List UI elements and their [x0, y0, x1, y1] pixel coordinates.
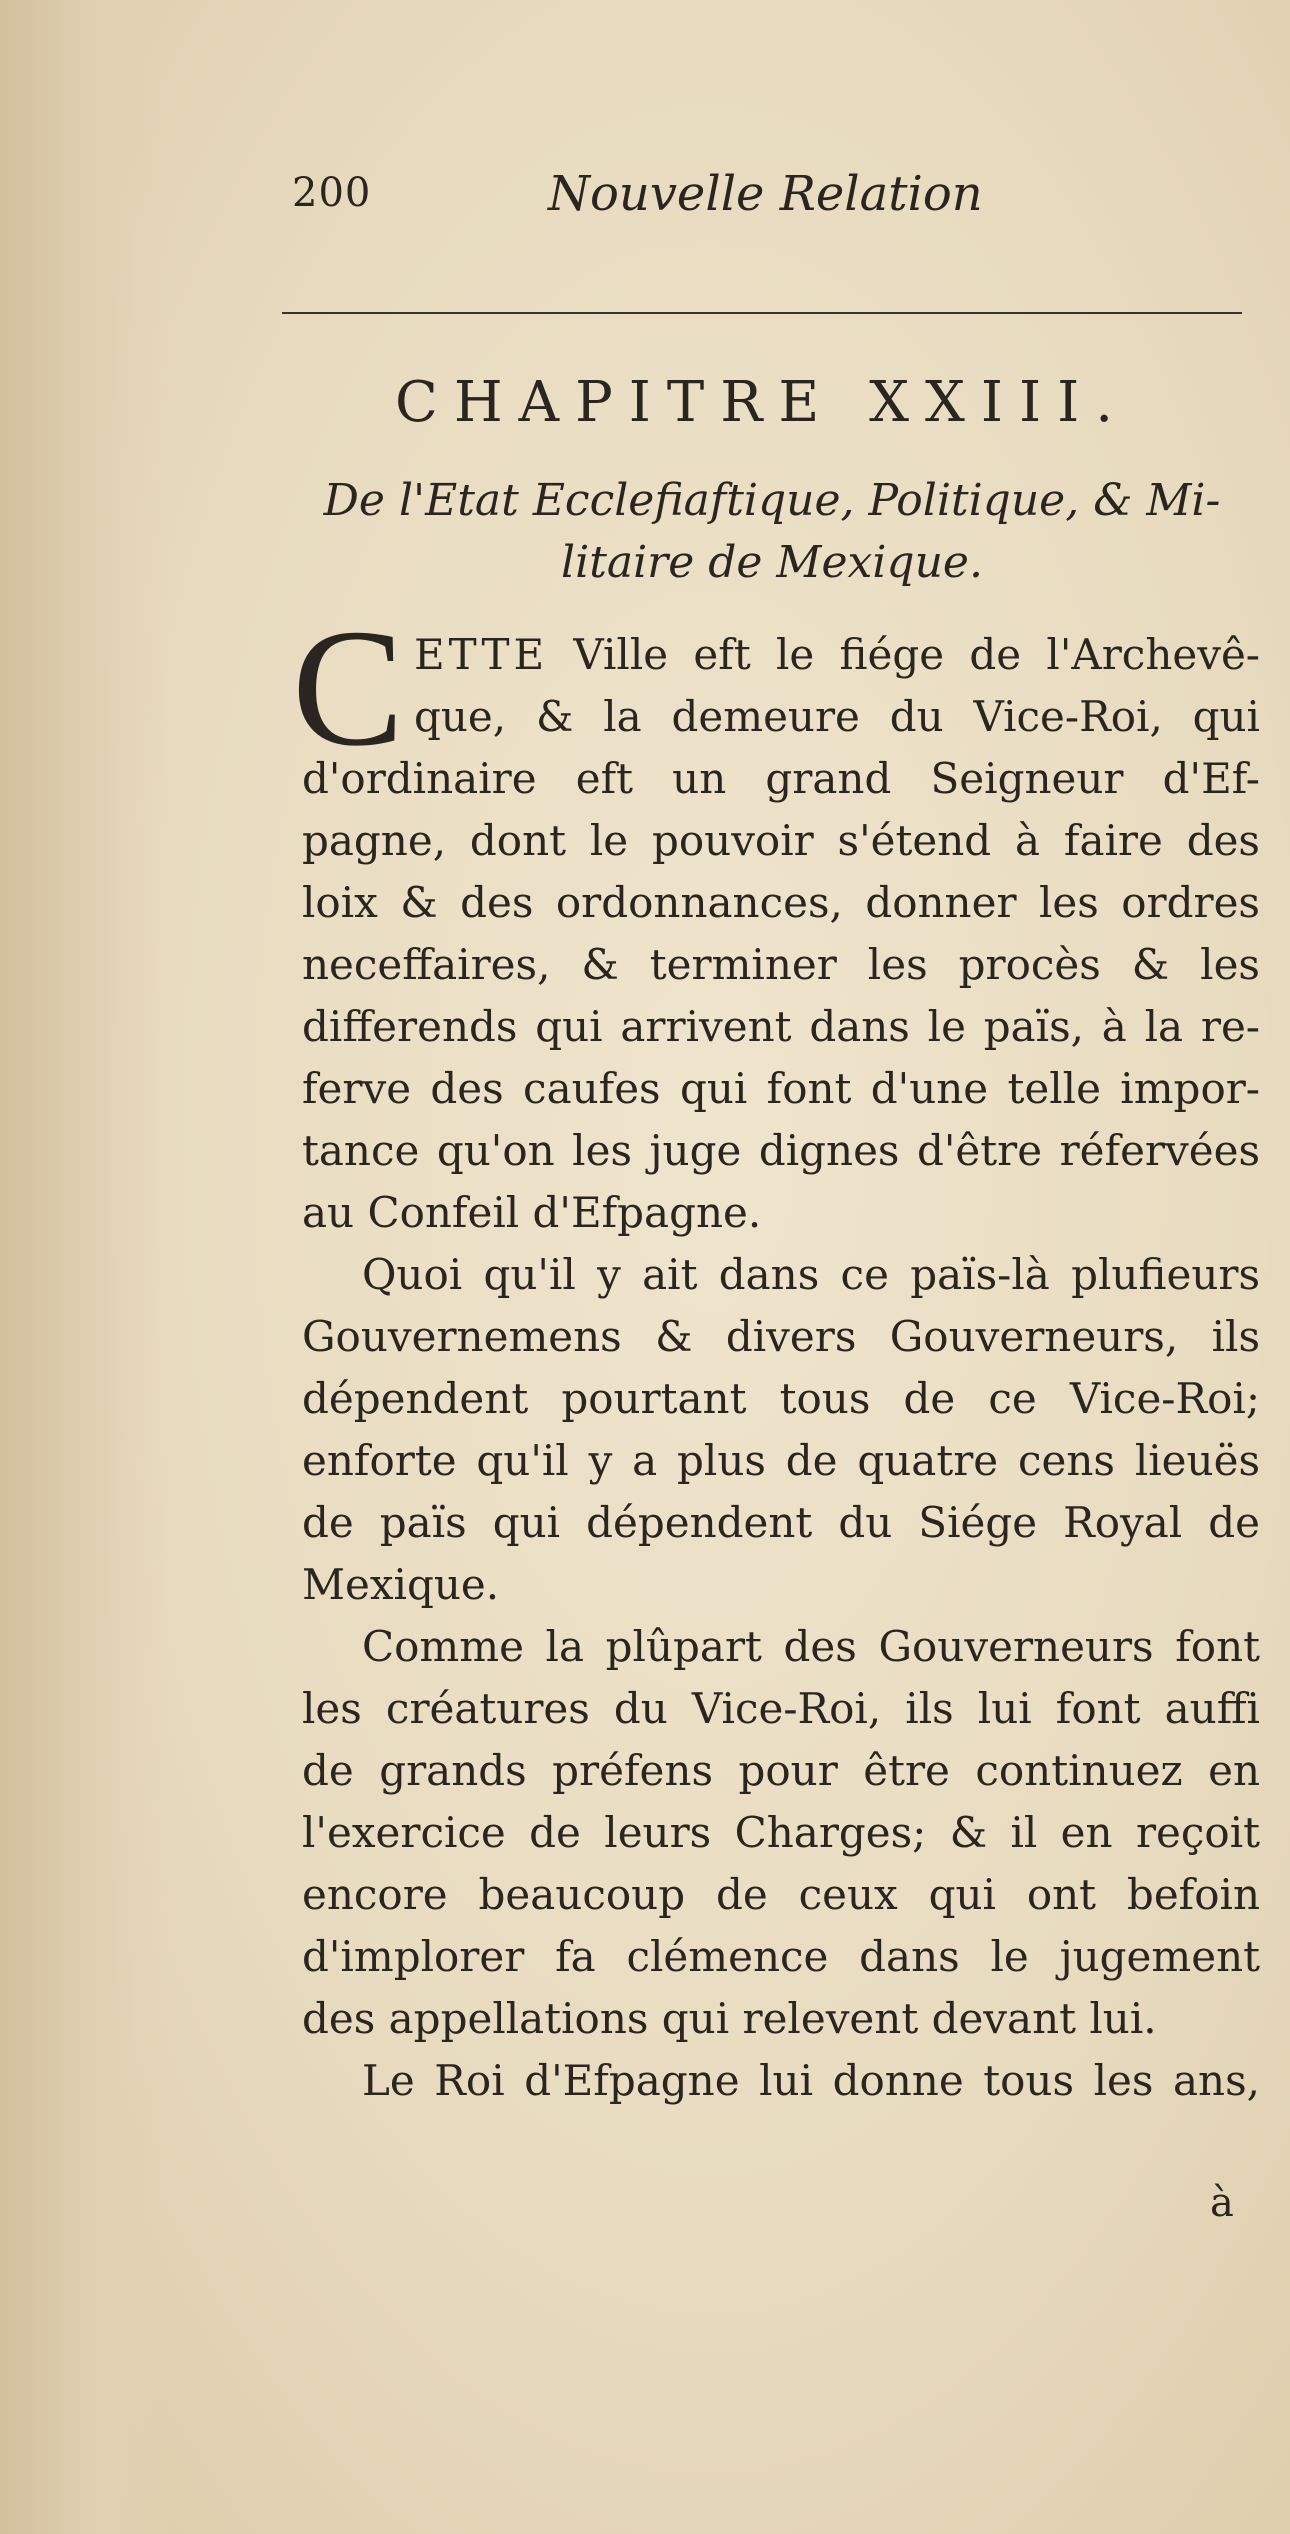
page-number: 200 — [292, 170, 372, 216]
text-line: ferve des caufes qui font d'une telle impor- — [302, 1064, 1260, 1113]
text-line: les créatures du Vice-Roi, ils lui font auffi — [302, 1684, 1260, 1733]
text-line: Le Roi d'Efpagne lui donne tous les ans, — [362, 2056, 1260, 2105]
page-header — [292, 166, 1252, 230]
catchword: à — [1210, 2180, 1234, 2226]
text-line: Comme la plûpart des Gouverneurs font — [362, 1622, 1260, 1671]
text-line: tance qu'on les juge dignes d'être réfervées — [302, 1126, 1260, 1175]
text-line: neceffaires, & terminer les procès & les — [302, 940, 1260, 989]
running-title: Nouvelle Relation — [548, 166, 983, 222]
chapter-title: CHAPITRE XXIII. — [394, 370, 1130, 435]
text-line: dépendent pourtant tous de ce Vice-Roi; — [302, 1374, 1260, 1423]
text-line: d'ordinaire eft un grand Seigneur d'Ef- — [302, 754, 1260, 803]
text-line: Quoi qu'il y ait dans ce païs-là plufieurs — [362, 1250, 1260, 1299]
text-line: loix & des ordonnances, donner les ordres — [302, 878, 1260, 927]
subtitle-line: litaire de Mexique. — [561, 537, 983, 588]
text-line: l'exercice de leurs Charges; & il en reçoit — [302, 1808, 1260, 1857]
text-line: des appellations qui relevent devant lui. — [302, 1994, 1157, 2043]
paragraph-1 — [302, 624, 1260, 2112]
text-line: d'implorer fa clémence dans le jugement — [302, 1932, 1260, 1981]
drop-cap: C — [292, 595, 405, 781]
page-gutter-shadow — [0, 0, 170, 2534]
text-line: enforte qu'il y a plus de quatre cens lieuës — [302, 1436, 1260, 1485]
chapter-subtitle — [292, 470, 1252, 594]
text-line: de grands préfens pour être continuez en — [302, 1746, 1260, 1795]
first-word: ETTE — [414, 630, 549, 679]
text-line: Gouvernemens & divers Gouverneurs, ils — [302, 1312, 1260, 1361]
subtitle-line: De l'Etat Ecclefiaftique, Politique, & Mi- — [323, 475, 1221, 526]
text-line: encore beaucoup de ceux qui ont befoin — [302, 1870, 1260, 1919]
text-line: que, & la demeure du Vice-Roi, qui — [414, 692, 1260, 741]
text-line: de païs qui dépendent du Siége Royal de — [302, 1498, 1260, 1547]
text-line: pagne, dont le pouvoir s'étend à faire des — [302, 816, 1260, 865]
text-line: differends qui arrivent dans le païs, à la re- — [302, 1002, 1260, 1051]
text-line: au Confeil d'Efpagne. — [302, 1188, 762, 1237]
text-line-content: Ville eft le fiége de l'Archevê- — [573, 630, 1260, 679]
text-line: Mexique. — [302, 1560, 500, 1609]
text-line — [302, 624, 1260, 686]
header-rule — [282, 312, 1242, 314]
